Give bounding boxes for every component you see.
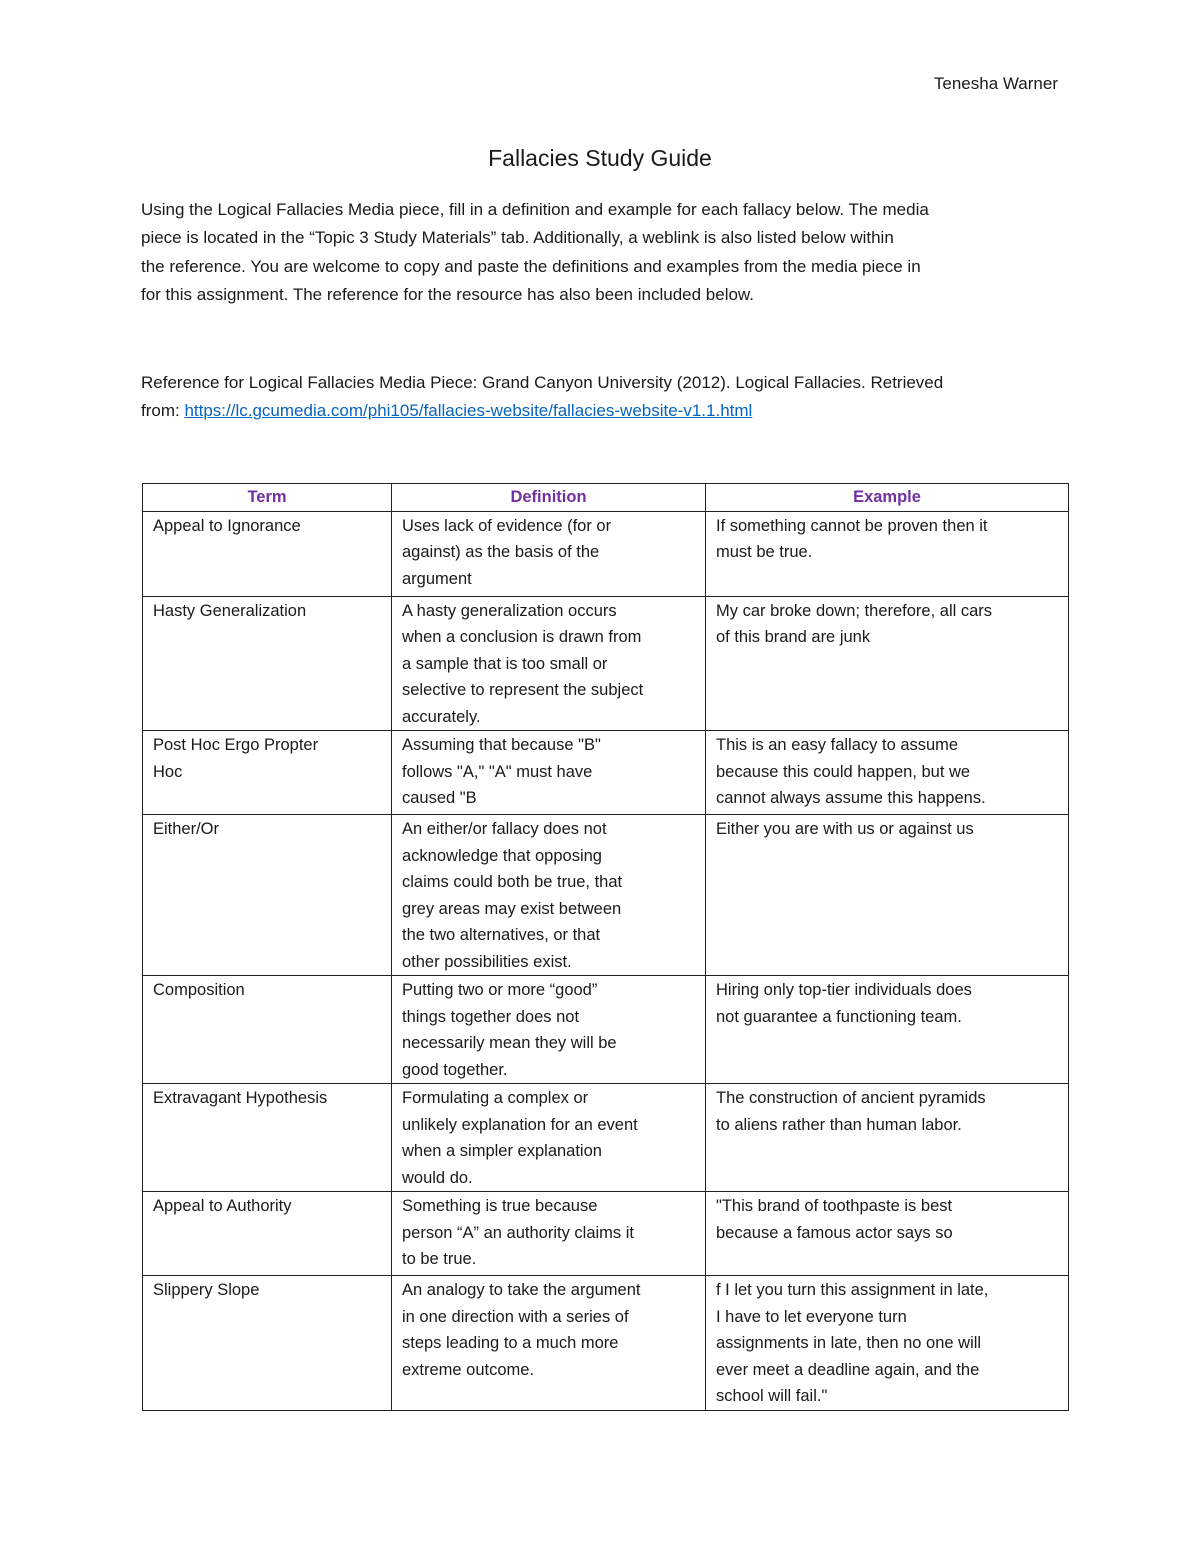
table-row [143, 815, 1069, 976]
text-line: Formulating a complex or [402, 1089, 589, 1107]
cell-term [143, 511, 392, 596]
reference-text: Reference for Logical Fallacies Media Piece: Grand Canyon University (2012). Logical Fallacies. Retrieved [141, 373, 944, 392]
text-line: ever meet a deadline again, and the [716, 1360, 980, 1379]
text-line: Post Hoc Ergo Propter [153, 736, 319, 754]
text-line: Uses lack of evidence (for or [402, 516, 612, 535]
text-line: assignments in late, then no one will [716, 1334, 982, 1352]
text-line: follows "A," "A" must have [402, 762, 593, 781]
cell-term [143, 731, 392, 815]
text-line: good together. [402, 1060, 508, 1079]
text-line: things together does not [402, 1007, 580, 1026]
text-line: f I let you turn this assignment in late, [716, 1281, 989, 1299]
cell-definition [392, 596, 706, 731]
text-line: a sample that is too small or [402, 654, 608, 673]
instructions-paragraph [141, 196, 1071, 309]
table-row [143, 976, 1069, 1084]
text-line: person “A” an authority claims it [402, 1223, 635, 1242]
reference-paragraph [141, 369, 1071, 426]
text-line: grey areas may exist between [402, 899, 622, 918]
text-line: Appeal to Ignorance [153, 516, 301, 535]
text-line: claims could both be true, that [402, 873, 623, 891]
cell-example [706, 815, 1069, 976]
text-line: Using the Logical Fallacies Media piece, fill in a definition and example for each fallacy below. The media [141, 200, 929, 219]
text-line: other possibilities exist. [402, 952, 572, 971]
header-term: Term [143, 484, 392, 512]
text-line: when a simpler explanation [402, 1142, 602, 1160]
text-line: Something is true because [402, 1197, 598, 1215]
cell-example [706, 731, 1069, 815]
text-line: school will fail." [716, 1387, 828, 1405]
cell-term [143, 1192, 392, 1276]
text-line: A hasty generalization occurs [402, 601, 617, 620]
table-row [143, 731, 1069, 815]
cell-definition [392, 1084, 706, 1192]
text-line: Putting two or more “good” [402, 981, 598, 999]
text-line: Hiring only top-tier individuals does [716, 981, 972, 999]
text-line: against) as the basis of the [402, 543, 600, 561]
text-line: of this brand are junk [716, 628, 871, 646]
fallacies-table [142, 483, 1069, 1411]
text-line: because a famous actor says so [716, 1223, 953, 1242]
text-line: "This brand of toothpaste is best [716, 1197, 953, 1215]
text-line: I have to let everyone turn [716, 1307, 907, 1326]
text-line: Hasty Generalization [153, 601, 307, 620]
cell-definition [392, 976, 706, 1084]
text-line: steps leading to a much more [402, 1334, 619, 1352]
text-line: My car broke down; therefore, all cars [716, 601, 993, 620]
cell-term [143, 976, 392, 1084]
text-line: piece is located in the “Topic 3 Study Materials” tab. Additionally, a weblink is also listed below within [141, 228, 894, 248]
text-line: Either/Or [153, 820, 220, 838]
text-line: selective to represent the subject [402, 681, 644, 699]
text-line: caused "B [402, 789, 477, 807]
reference-prefix: from: [141, 401, 185, 421]
cell-term [143, 1084, 392, 1192]
text-line: Extravagant Hypothesis [153, 1089, 328, 1107]
text-line: Appeal to Authority [153, 1197, 292, 1215]
text-line: An analogy to take the argument [402, 1281, 641, 1299]
reference-link[interactable]: https://lc.gcumedia.com/phi105/fallacies-website/fallacies-website-v1.1.html [184, 401, 753, 421]
header-example: Example [706, 484, 1069, 512]
cell-term [143, 815, 392, 976]
text-line: acknowledge that opposing [402, 846, 602, 865]
text-line: If something cannot be proven then it [716, 516, 988, 535]
text-line: An either/or fallacy does not [402, 820, 607, 838]
cell-definition [392, 1276, 706, 1411]
cell-definition [392, 731, 706, 815]
text-line: argument [402, 569, 472, 588]
cell-definition [392, 511, 706, 596]
text-line: for this assignment. The reference for the resource has also been included below. [141, 284, 754, 304]
text-line: cannot always assume this happens. [716, 789, 986, 807]
text-line: the two alternatives, or that [402, 926, 601, 944]
text-line: to aliens rather than human labor. [716, 1115, 962, 1134]
text-line: Either you are with us or against us [716, 820, 974, 838]
cell-example [706, 976, 1069, 1084]
text-line: The construction of ancient pyramids [716, 1089, 986, 1107]
cell-example [706, 1192, 1069, 1276]
text-line: This is an easy fallacy to assume [716, 736, 959, 754]
document-title: Fallacies Study Guide [488, 145, 712, 171]
table-row [143, 596, 1069, 731]
cell-example [706, 1084, 1069, 1192]
text-line: to be true. [402, 1250, 477, 1268]
table-row [143, 1084, 1069, 1192]
text-line: extreme outcome. [402, 1360, 535, 1379]
text-line: because this could happen, but we [716, 762, 971, 781]
cell-definition [392, 1192, 706, 1276]
text-line: unlikely explanation for an event [402, 1115, 638, 1134]
cell-definition [392, 815, 706, 976]
cell-term [143, 1276, 392, 1411]
text-line: would do. [402, 1168, 473, 1187]
text-line: not guarantee a functioning team. [716, 1007, 962, 1026]
cell-example [706, 511, 1069, 596]
text-line: Slippery Slope [153, 1281, 260, 1299]
text-line: the reference. You are welcome to copy and paste the definitions and examples from the media piece in [141, 256, 921, 276]
header-definition: Definition [392, 484, 706, 512]
text-line: Composition [153, 981, 245, 999]
table-row [143, 1276, 1069, 1411]
table-header-row [143, 484, 1069, 512]
text-line: when a conclusion is drawn from [402, 628, 642, 646]
text-line: in one direction with a series of [402, 1307, 629, 1326]
text-line: necessarily mean they will be [402, 1034, 617, 1052]
author-name: Tenesha Warner [933, 74, 1058, 93]
table-row [143, 1192, 1069, 1276]
text-line: Assuming that because "B" [402, 736, 601, 754]
text-line: must be true. [716, 543, 813, 561]
cell-example [706, 1276, 1069, 1411]
table-row [143, 511, 1069, 596]
cell-term [143, 596, 392, 731]
cell-example [706, 596, 1069, 731]
text-line: Hoc [153, 762, 183, 781]
text-line: accurately. [402, 707, 481, 726]
